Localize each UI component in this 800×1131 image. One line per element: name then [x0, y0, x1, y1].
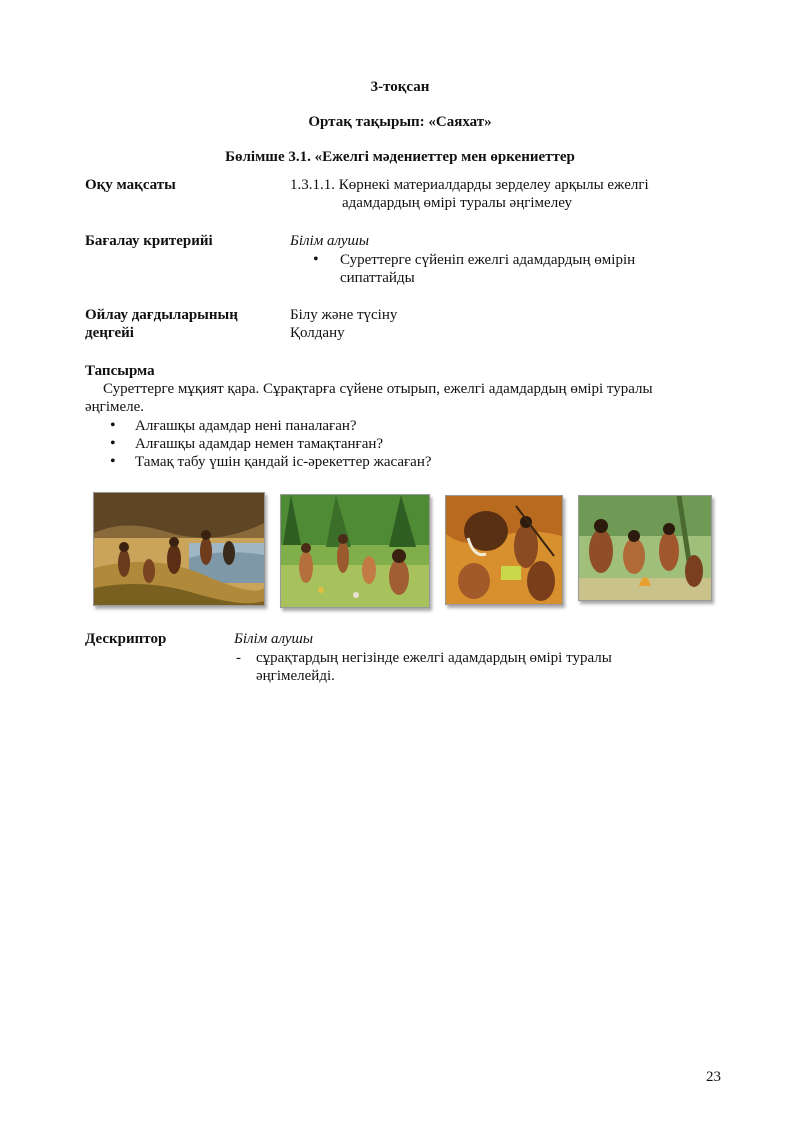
- descriptor-dash: -: [236, 650, 241, 666]
- descriptor-label: Дескриптор: [85, 631, 167, 647]
- task-heading: Тапсырма: [85, 363, 155, 379]
- theme-title: Ортақ тақырып: «Саяхат»: [308, 114, 492, 130]
- objectives-text-line2: адамдардың өмірі туралы әңгімелеу: [342, 195, 572, 211]
- criteria-subheading: Білім алушы: [290, 233, 370, 249]
- criteria-bullet-icon: •: [313, 251, 319, 268]
- task-intro-line2: әңгімеле.: [85, 399, 145, 415]
- thinking-label-line1: Ойлау дағдыларының: [85, 307, 238, 323]
- page-number: 23: [706, 1069, 721, 1085]
- objectives-label: Оқу мақсаты: [85, 177, 176, 193]
- task-question: • Алғашқы адамдар нені паналаған?: [110, 417, 432, 435]
- task-question: • Тамақ табу үшін қандай іс-әрекеттер жасаған?: [110, 453, 432, 471]
- task-intro-line1: Суреттерге мұқият қара. Сұрақтарға сүйене отырып, ежелгі адамдардың өмірі туралы: [103, 381, 653, 397]
- task-question: • Алғашқы адамдар немен тамақтанған?: [110, 435, 432, 453]
- descriptor-subheading: Білім алушы: [234, 631, 314, 647]
- objectives-text-line1: 1.3.1.1. Көрнекі материалдарды зерделеу арқылы ежелгі: [290, 177, 649, 193]
- descriptor-item-line2: әңгімелейді.: [256, 668, 335, 684]
- thinking-label-line2: деңгейі: [85, 325, 134, 341]
- mammoth-hunt-illustration: [445, 495, 563, 605]
- criteria-bullet-line2: сипаттайды: [340, 270, 415, 286]
- thinking-level-2: Қолдану: [290, 325, 345, 341]
- criteria-bullet-line1: Суреттерге сүйеніп ежелгі адамдардың өмірін: [340, 252, 636, 268]
- quarter-title: 3-тоқсан: [370, 79, 430, 95]
- criteria-label: Бағалау критерийі: [85, 233, 213, 249]
- cave-dwellers-illustration: [93, 492, 265, 606]
- task-question-list: [110, 417, 432, 471]
- section-title: Бөлімше 3.1. «Ежелгі мәдениеттер мен өркениеттер: [225, 149, 575, 165]
- descriptor-item-line1: сұрақтардың негізінде ежелгі адамдардың өмірі туралы: [256, 650, 612, 666]
- campfire-tribe-illustration: [578, 495, 712, 601]
- thinking-level-1: Білу және түсіну: [290, 307, 398, 323]
- forest-gatherers-illustration: [280, 494, 430, 608]
